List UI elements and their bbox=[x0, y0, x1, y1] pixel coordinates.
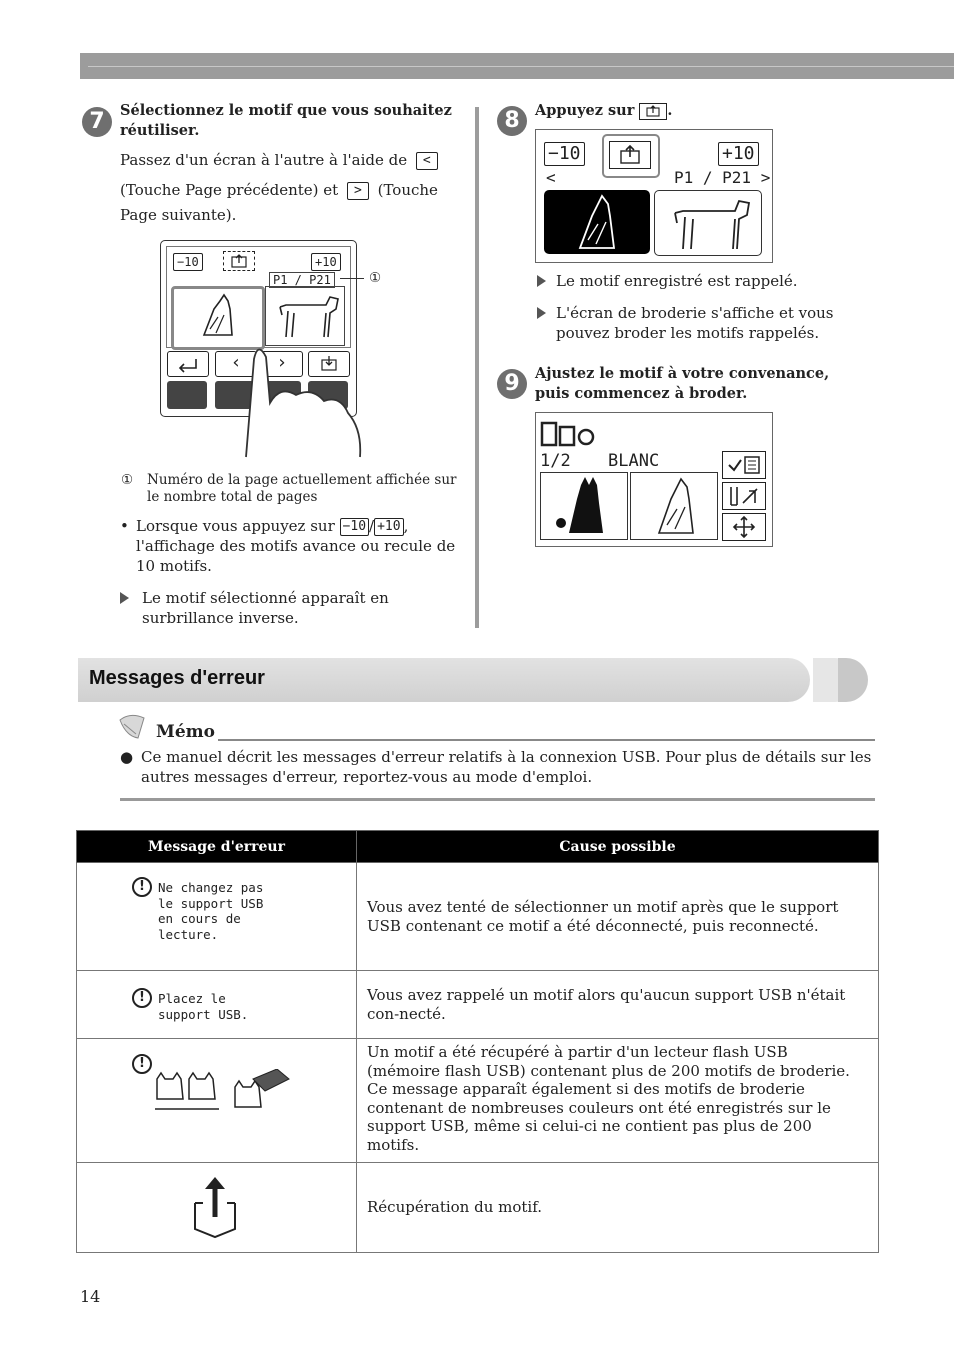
step-7-text-line3: Page suivante). bbox=[120, 206, 237, 224]
plus-10-key: +10 bbox=[311, 253, 341, 271]
memo-text: Ce manuel décrit les messages d'erreur relatifs à la connexion USB. Pour plus de détails sur les autres messages d'erreur, reportez-vous au mode d'emploi. bbox=[141, 748, 872, 786]
step-7-text-b: (Touche Page précédente) et bbox=[120, 181, 339, 199]
result-arrow-icon bbox=[537, 275, 546, 287]
move-key bbox=[722, 513, 766, 541]
error-table bbox=[76, 830, 879, 1253]
minus-10-key: −10 bbox=[544, 142, 585, 166]
callout-line bbox=[340, 278, 364, 279]
callout-marker: ① bbox=[369, 270, 382, 286]
page-counter: P1 / P21 > bbox=[674, 168, 771, 187]
bullet-dot: • bbox=[120, 517, 129, 535]
section-title: Messages d'erreur bbox=[89, 667, 265, 689]
error-message: Ne changez pas le support USB en cours de lecture. bbox=[158, 880, 264, 942]
recall-key-highlight bbox=[602, 134, 660, 178]
page-prev-key: < bbox=[416, 152, 438, 170]
message-cell bbox=[77, 863, 357, 971]
step-7-screen bbox=[160, 240, 357, 417]
embroidery-key bbox=[167, 381, 207, 409]
memo-bullet: ● bbox=[120, 748, 134, 766]
thread-trim-key bbox=[722, 482, 766, 510]
message-cell bbox=[77, 1163, 357, 1253]
bullet-text-b: , l'affichage des motifs avance ou recule de 10 motifs. bbox=[136, 517, 456, 575]
minus-10-inline-key: −10 bbox=[340, 518, 369, 536]
screen-prev-key: ‹ bbox=[215, 351, 257, 377]
plus-10-key: +10 bbox=[718, 142, 759, 166]
return-arrow-icon bbox=[168, 352, 208, 376]
bullet-slash: / bbox=[369, 517, 375, 535]
needle-icon bbox=[723, 483, 765, 509]
memo-top-rule bbox=[218, 739, 875, 741]
table-row bbox=[77, 971, 879, 1039]
result-arrow-icon bbox=[120, 592, 129, 604]
column-separator bbox=[475, 107, 479, 628]
page-number: 14 bbox=[80, 1287, 101, 1306]
bullet-paging bbox=[120, 516, 462, 576]
cause-cell: Vous avez rappelé un motif alors qu'aucun support USB n'était con-necté. bbox=[357, 971, 879, 1039]
table-header-row bbox=[77, 831, 879, 863]
section-header-tab-2 bbox=[838, 658, 868, 702]
cause-cell: Un motif a été récupéré à partir d'un lecteur flash USB (mémoire flash USB) contenant plus de 200 motifs de broderie. Ce message apparaît également si des motifs de broderie contenant de nombreuses couleurs ont été enregistrés sur le support USB, même si celui-ci ne contient pas plus de 200 motifs. bbox=[357, 1039, 879, 1163]
result-arrow-icon bbox=[537, 307, 546, 319]
pattern-count: 1/2 bbox=[540, 451, 571, 471]
pocket-upload-icon bbox=[191, 1177, 239, 1241]
table-row bbox=[77, 1039, 879, 1163]
memo-bottom-rule bbox=[120, 798, 875, 801]
step-8-screen bbox=[535, 129, 773, 263]
error-message: Placez le support USB. bbox=[158, 991, 249, 1022]
step-7-text-line2 bbox=[120, 180, 465, 200]
table-row bbox=[77, 863, 879, 971]
note-marker: ① bbox=[121, 472, 134, 488]
result-selected-text: Le motif sélectionné apparaît en surbrillance inverse. bbox=[142, 589, 389, 627]
result-selected bbox=[120, 588, 465, 628]
step-7-number: 7 bbox=[82, 107, 112, 137]
memo-item bbox=[120, 747, 875, 787]
memo-label: Mémo bbox=[156, 722, 215, 742]
message-cell bbox=[77, 1039, 357, 1163]
recall-key bbox=[223, 251, 255, 271]
step-9-title: Ajustez le motif à votre convenance, puis commencez à broder. bbox=[535, 365, 830, 402]
step-8-title-b: . bbox=[667, 102, 673, 119]
cat-icon bbox=[631, 473, 717, 539]
step-7-text bbox=[120, 150, 465, 170]
warning-icon: ! bbox=[132, 988, 152, 1008]
step-8-number: 8 bbox=[497, 106, 527, 136]
table-row bbox=[77, 1163, 879, 1253]
pocket-icon bbox=[640, 104, 666, 119]
thread-spool-icon bbox=[540, 419, 600, 449]
check-key bbox=[722, 451, 766, 479]
cat-icon bbox=[544, 190, 650, 254]
too-many-patterns-icon bbox=[153, 1069, 293, 1117]
result-recalled-text: Le motif enregistré est rappelé. bbox=[556, 272, 798, 290]
thread-color-name: BLANC bbox=[608, 451, 660, 471]
note-text: Numéro de la page actuellement affichée sur le nombre total de pages bbox=[147, 472, 457, 505]
finger-icon bbox=[236, 329, 366, 459]
screen-next-key: › bbox=[261, 351, 303, 377]
step-9-screen bbox=[535, 412, 773, 547]
pocket-icon bbox=[610, 142, 650, 168]
plus-10-inline-key: +10 bbox=[374, 518, 403, 536]
result-recalled bbox=[537, 271, 877, 291]
selected-pattern-cat bbox=[544, 190, 650, 254]
header-bar bbox=[80, 53, 954, 79]
step-8-title bbox=[535, 101, 672, 121]
checkmark-icon bbox=[723, 452, 765, 478]
warning-icon: ! bbox=[132, 877, 152, 897]
step-8-title-a: Appuyez sur bbox=[535, 102, 635, 119]
step-7-title: Sélectionnez le motif que vous souhaitez réutiliser. bbox=[120, 102, 452, 139]
section-header bbox=[78, 658, 868, 702]
result-embroidery-screen bbox=[537, 303, 877, 343]
result-embroidery-screen-text: L'écran de broderie s'affiche et vous pouvez broder les motifs rappelés. bbox=[556, 304, 834, 342]
header-message: Message d'erreur bbox=[77, 831, 357, 863]
cause-cell: Vous avez tenté de sélectionner un motif après que le support USB contenant ce motif a été déconnecté, puis reconnecté. bbox=[357, 863, 879, 971]
pocket-icon bbox=[224, 252, 254, 270]
step-7-text-a: Passez d'un écran à l'autre à l'aide de bbox=[120, 151, 408, 169]
recall-key bbox=[609, 141, 651, 169]
screen-prev-indicator: < bbox=[546, 168, 556, 187]
cat-icon bbox=[541, 473, 627, 539]
pattern-cat-outline bbox=[630, 472, 718, 540]
pattern-cat-solid bbox=[540, 472, 628, 540]
minus-10-key: −10 bbox=[173, 253, 203, 271]
page-next-key: > bbox=[347, 182, 369, 200]
bullet-text-a: Lorsque vous appuyez sur bbox=[136, 517, 335, 535]
message-cell bbox=[77, 971, 357, 1039]
step-7-text-c: (Touche bbox=[377, 181, 438, 199]
dog-icon bbox=[655, 191, 761, 255]
move-arrows-icon bbox=[723, 514, 765, 540]
page-counter: P1 / P21 bbox=[269, 272, 335, 288]
memo-icon bbox=[116, 712, 148, 742]
back-key bbox=[167, 351, 209, 377]
recall-inline-key bbox=[639, 103, 667, 120]
header-cause: Cause possible bbox=[357, 831, 879, 863]
warning-icon: ! bbox=[132, 1054, 152, 1074]
step-9-number: 9 bbox=[497, 369, 527, 399]
cause-cell: Récupération du motif. bbox=[357, 1163, 879, 1253]
pattern-dog bbox=[654, 190, 762, 256]
